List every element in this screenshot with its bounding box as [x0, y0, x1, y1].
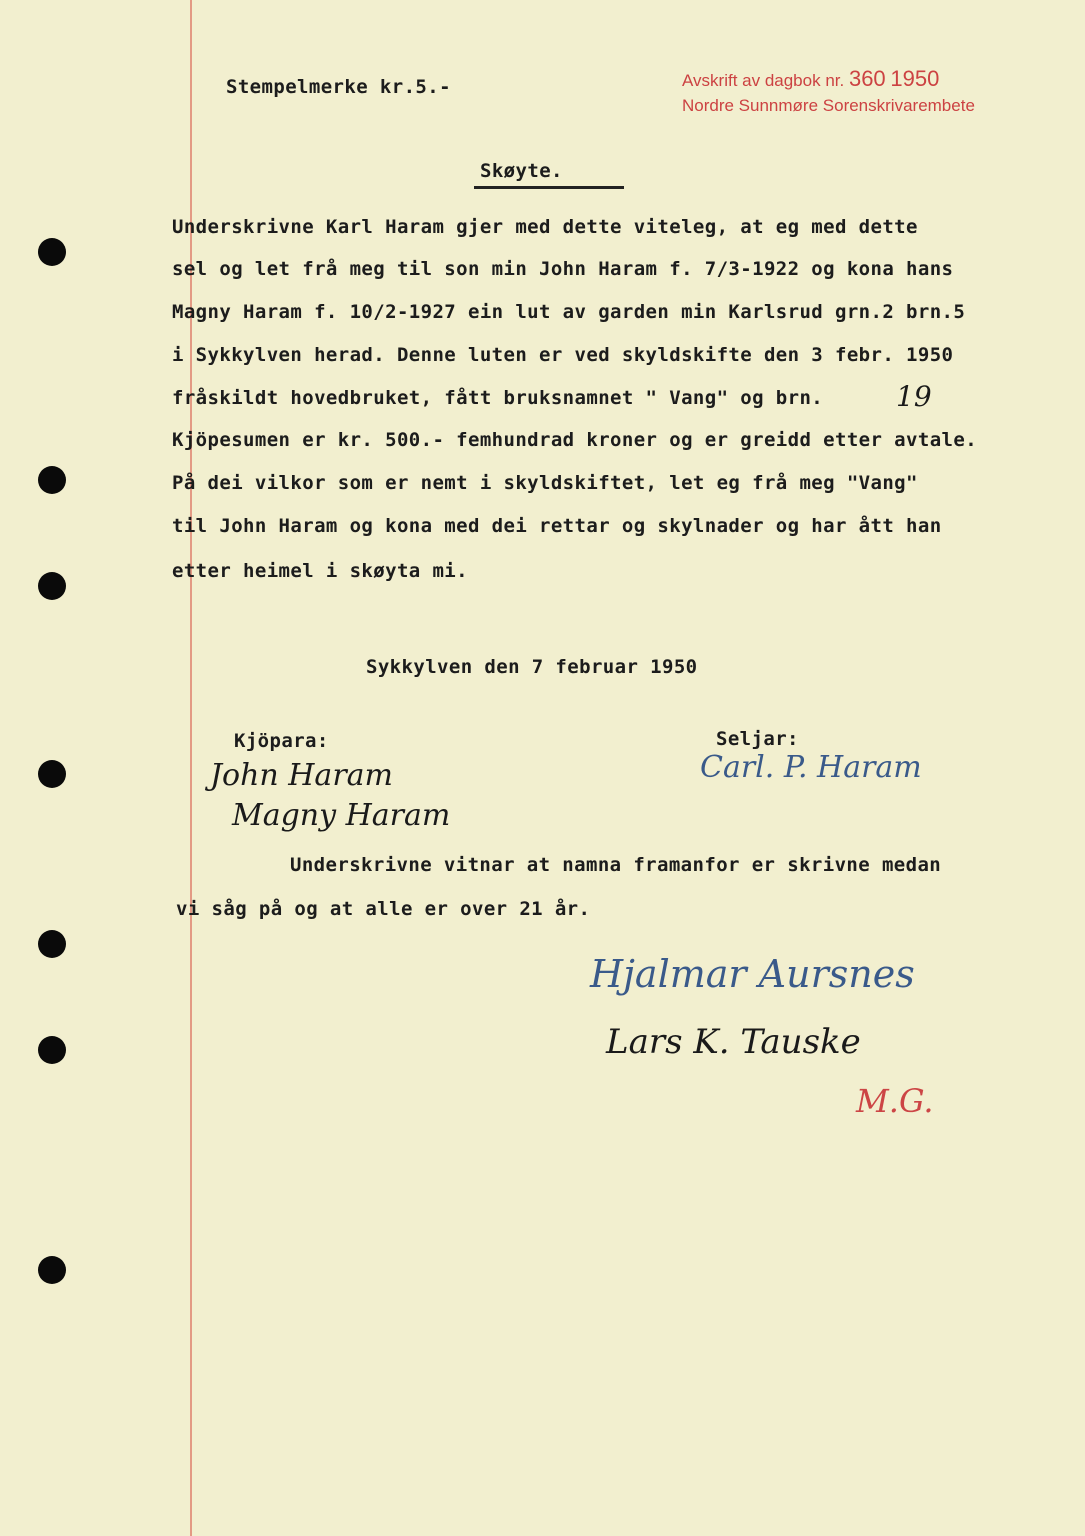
document-title: Skøyte.	[480, 160, 563, 182]
body-line: På dei vilkor som er nemt i skyldskiftet, let eg frå meg "Vang"	[172, 472, 918, 494]
title-underline	[474, 186, 624, 189]
punch-hole	[38, 572, 66, 600]
punch-hole	[38, 930, 66, 958]
journal-number: 360	[848, 66, 886, 91]
punch-hole	[38, 238, 66, 266]
journal-year: 1950	[890, 66, 940, 91]
body-line: til John Haram og kona med dei rettar og skylnader og har ått han	[172, 515, 942, 537]
initials: M.G.	[856, 1082, 934, 1120]
handwritten-brn: 19	[896, 380, 932, 413]
office-stamp-line1	[682, 66, 939, 92]
punch-hole	[38, 466, 66, 494]
punch-hole	[38, 760, 66, 788]
body-line: Underskrivne Karl Haram gjer med dette viteleg, at eg med dette	[172, 216, 918, 238]
buyer-signature: Magny Haram	[232, 798, 451, 833]
body-line: etter heimel i skøyta mi.	[172, 560, 468, 582]
office-stamp-line2: Nordre Sunnmøre Sorenskrivarembete	[682, 96, 975, 115]
witness-line: vi såg på og at alle er over 21 år.	[176, 898, 591, 920]
seller-label: Seljar:	[716, 728, 799, 750]
punch-hole	[38, 1036, 66, 1064]
office-stamp-text: Avskrift av dagbok nr.	[682, 71, 845, 90]
seller-signature: Carl. P. Haram	[700, 750, 922, 785]
witness-signature: Lars K. Tauske	[606, 1022, 861, 1062]
place-date: Sykkylven den 7 februar 1950	[366, 656, 698, 678]
body-line: i Sykkylven herad. Denne luten er ved skyldskifte den 3 febr. 1950	[172, 344, 954, 366]
body-line: Kjöpesumen er kr. 500.- femhundrad kroner og er greidd etter avtale.	[172, 429, 978, 451]
stamp-fee: Stempelmerke kr.5.-	[226, 76, 451, 98]
buyer-signature: John Haram	[210, 758, 393, 793]
body-line: Magny Haram f. 10/2-1927 ein lut av garden min Karlsrud grn.2 brn.5	[172, 301, 966, 323]
buyer-label: Kjöpara:	[234, 730, 329, 752]
witness-line: Underskrivne vitnar at namna framanfor er skrivne medan	[290, 854, 942, 876]
punch-hole	[38, 1256, 66, 1284]
body-line: sel og let frå meg til son min John Haram f. 7/3-1922 og kona hans	[172, 258, 954, 280]
witness-signature: Hjalmar Aursnes	[590, 952, 915, 996]
body-line: fråskildt hovedbruket, fått bruksnamnet " Vang" og brn.	[172, 387, 824, 409]
